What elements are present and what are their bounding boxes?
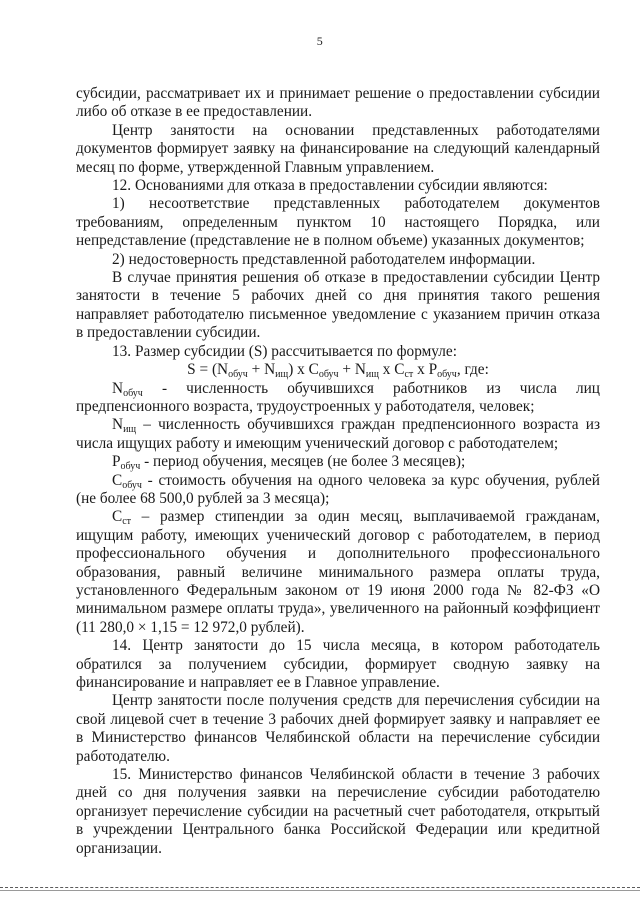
scan-edge-line (0, 890, 640, 891)
formula: $S = (N_{обуч} + N_{ищ})$ x $C_{обуч} + N_{ищ}$ x $C_{ст}$ x $P_{обуч}$, где: (187, 361, 489, 381)
definition-p-obuch: $P_{обуч}$ - период обучения, месяцев (не более 3 месяцев); (112, 453, 466, 473)
paragraph: 2) недостоверность представленной работодателем информации. (112, 250, 536, 268)
definition-n-ish: $N_{ищ}$ – численность обучившихся граждан предпенсионного возраста из числа ищущих работу и имеющим ученический договор с работодателем; (76, 416, 600, 452)
definition-c-obuch: $C_{обуч}$ - стоимость обучения на одного человека за курс обучения, рублей (не более 68 500,0 рублей за 3 месяца); (76, 471, 600, 507)
definition-n-obuch: $N_{обуч}$ - численность обучившихся работников из числа лиц предпенсионного возраста, трудоустроенных у работодателя, человек; (76, 379, 600, 415)
paragraph: 13. Размер субсидии (S) рассчитывается по формуле: (112, 342, 457, 360)
paragraph: 15. Министерство финансов Челябинской области в течение 3 рабочих дней со дня получения заявки на перечисление субсидии работодателю организует перечисление субсидии на расчетный счет работодателя, открытый в учреждении Центрального банка Российской Федерации или кредитной организации. (76, 766, 600, 857)
paragraph: Центр занятости на основании представленных работодателями документов формирует заявку на финансирование на следующий календарный месяц по форме, утвержденной Главным управлением. (76, 121, 600, 176)
page-number: 5 (316, 34, 324, 48)
paragraph: 12. Основаниями для отказа в предоставлении субсидии являются: (112, 177, 548, 195)
paragraph: 1) несоответствие представленных работодателем документов требованиям, определенным пунктом 10 настоящего Порядка, или непредставление (представление не в полном объеме) указанных документов; (76, 195, 600, 250)
scan-edge-line (0, 887, 640, 888)
paragraph: 14. Центр занятости до 15 числа месяца, в котором работодатель обратился за получением субсидии, формирует сводную заявку на финансирование и направляет ее в Главное управление. (76, 637, 600, 691)
document-body (76, 85, 600, 858)
paragraph: В случае принятия решения об отказе в предоставлении субсидии Центр занятости в течение 5 рабочих дней со дня принятия такого решения направляет работодателю письменное уведомление с указанием причин отказа в предоставлении субсидии. (76, 269, 600, 342)
paragraph: субсидии, рассматривает их и принимает решение о предоставлении субсидии либо об отказе в ее предоставлении. (76, 85, 600, 121)
definition-c-st: $C_{ст}$ – размер стипендии за один месяц, выплачиваемой гражданам, ищущим работу, имеющих ученический договор с работодателем, в период профессионального обучения и дополнительного профессионального образования, равный величине минимального размера оплаты труда, установленного Федеральным законом от 19 июня 2000 года № 82-ФЗ «О минимальном размере оплаты труда», увеличенного на районный коэффициент (11 280,0 × 1,15 = 12 972,0 рублей). (76, 508, 600, 636)
paragraph: Центр занятости после получения средств для перечисления субсидии на свой лицевой счет в течение 3 рабочих дней формирует заявку и направляет ее в Министерство финансов Челябинской области на перечисление субсидии работодателю. (76, 692, 600, 765)
